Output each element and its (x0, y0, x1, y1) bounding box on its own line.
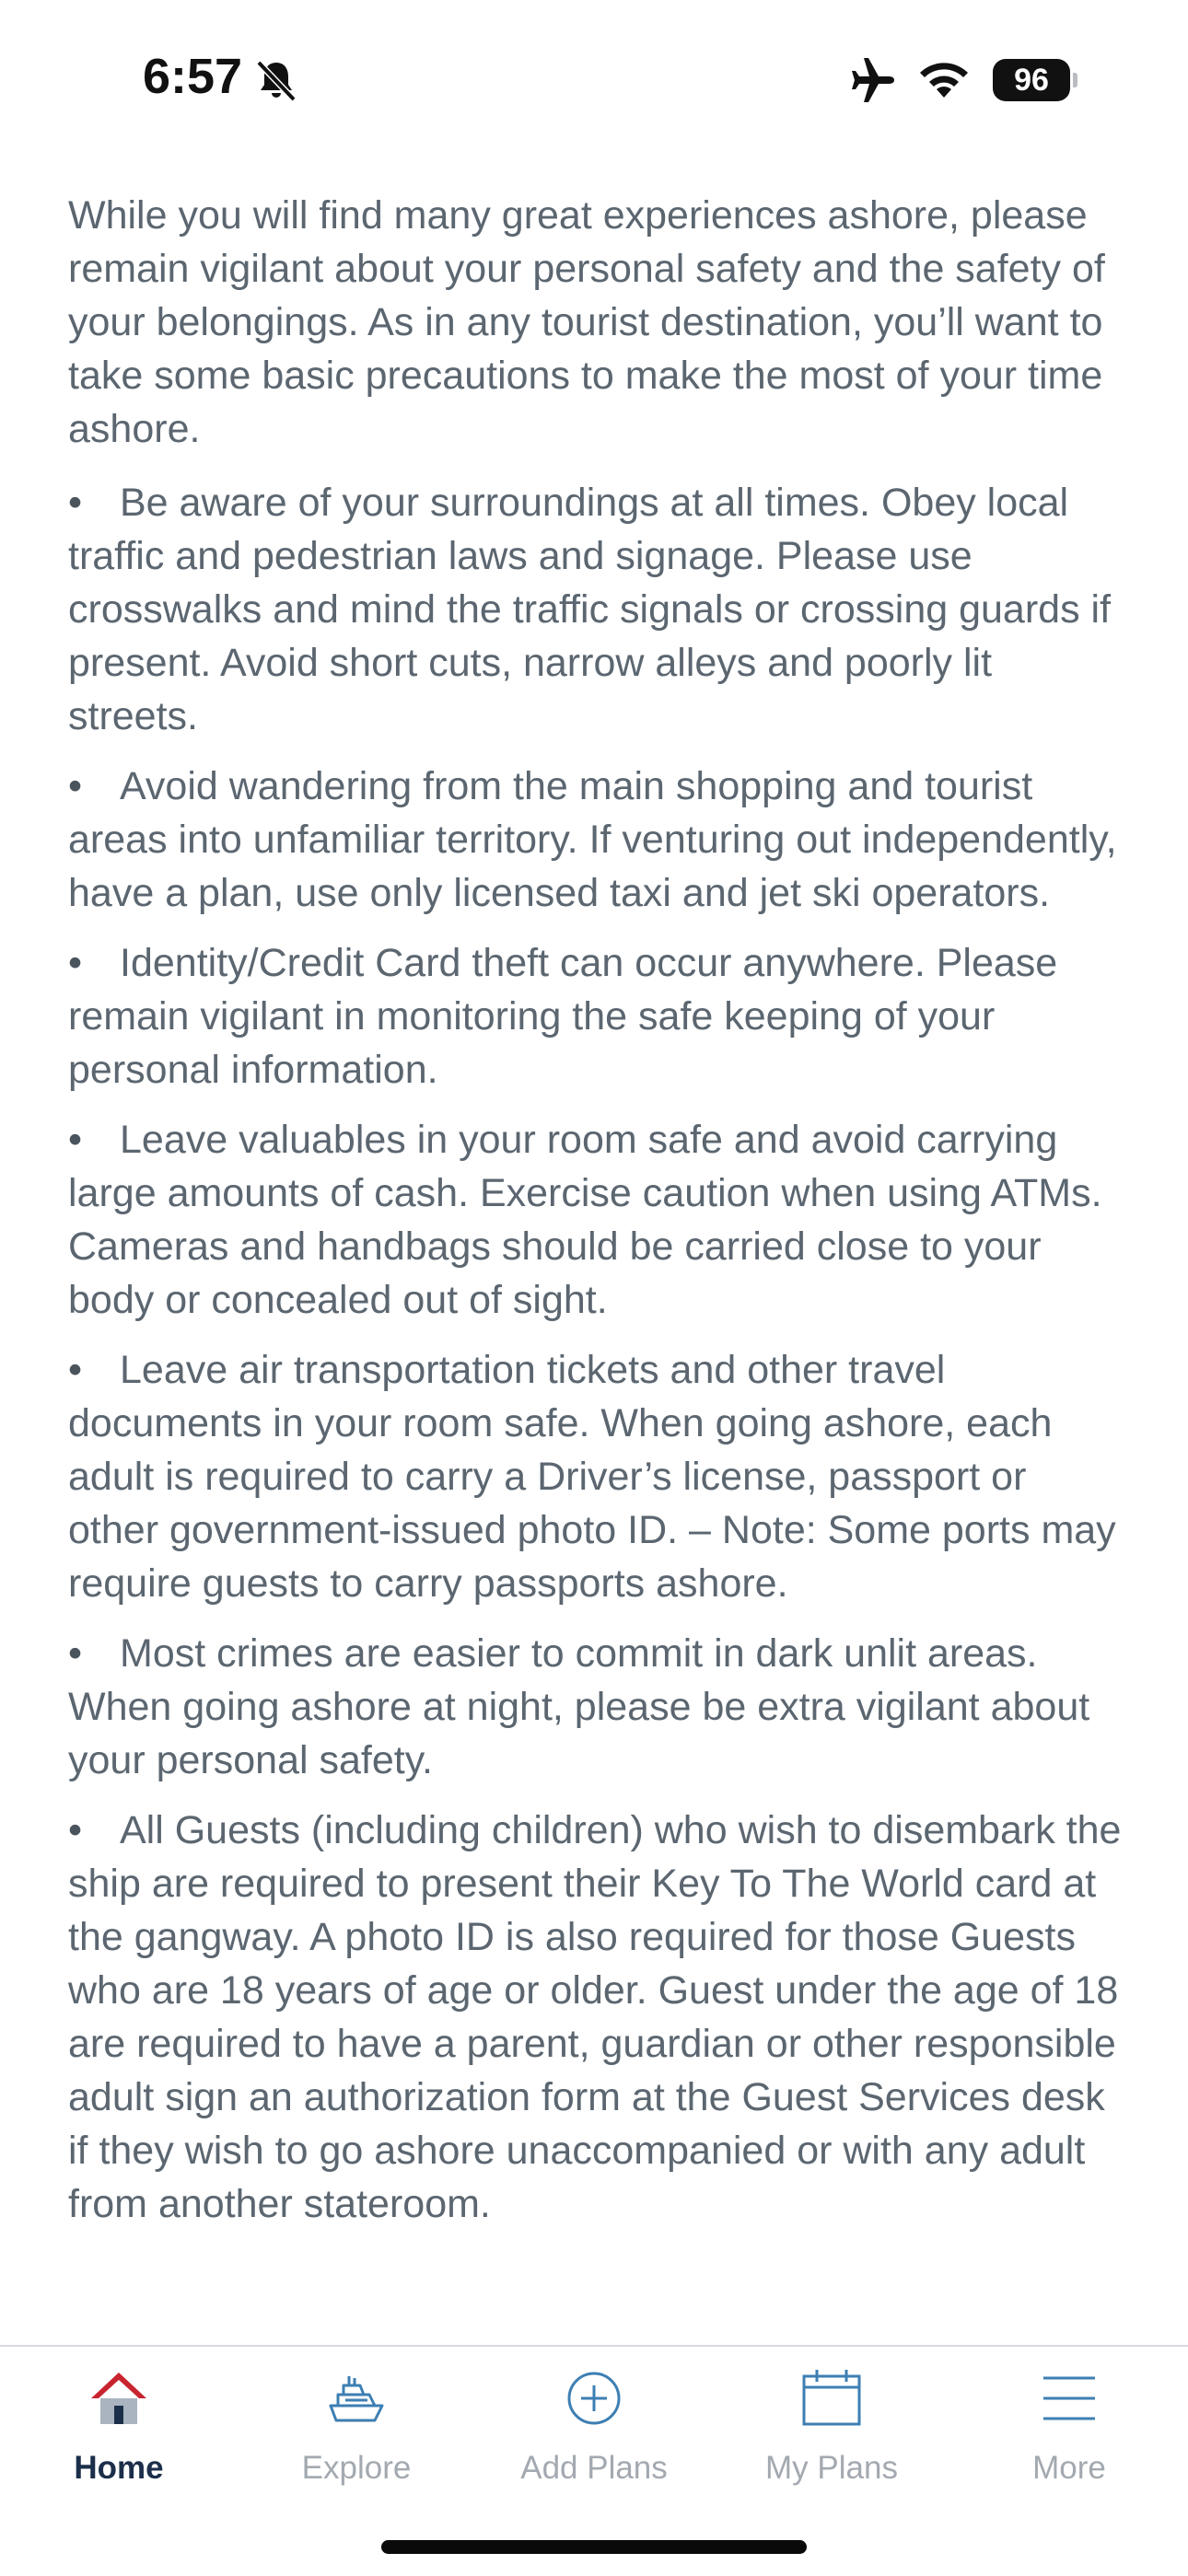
bullet-item (68, 1343, 1127, 1610)
tab-label: My Plans (765, 2450, 898, 2486)
bullet-item (68, 1627, 1127, 1787)
wifi-icon (916, 57, 972, 101)
tab-label: Add Plans (520, 2450, 668, 2486)
bullet-item (68, 760, 1127, 920)
calendar-icon (800, 2367, 863, 2430)
bullet-dot: • (68, 1118, 83, 1162)
ship-icon (325, 2367, 388, 2430)
battery-level: 96 (993, 59, 1070, 101)
bullet-text: Be aware of your surroundings at all times. Obey local traffic and pedestrian laws and signage. Please use crosswalks and mind the traffic signals or crossing guards if present. Avoid short cuts, narrow alleys and poorly lit streets. (68, 481, 1112, 738)
tab-label: More (1032, 2450, 1106, 2486)
bullet-dot: • (68, 481, 83, 525)
status-bar (0, 0, 1188, 157)
bullet-text: Most crimes are easier to commit in dark unlit areas. When going ashore at night, please be extra vigilant about your personal safety. (68, 1631, 1090, 1782)
bullet-text: Avoid wandering from the main shopping and tourist areas into unfamiliar territory. If venturing out independently, have a plan, use only licensed taxi and jet ski operators. (68, 764, 1117, 915)
bell-slash-icon (253, 57, 299, 103)
bullet-text: Leave air transportation tickets and other travel documents in your room safe. When going ashore, each adult is required to carry a Driver’s license, passport or other government-issued photo ID. – Note: Some ports may require guests to carry passports ashore. (68, 1348, 1116, 1606)
airplane-icon (847, 57, 899, 103)
status-time: 6:57 (143, 49, 243, 104)
bullet-item (68, 1113, 1127, 1327)
battery-icon (993, 59, 1077, 101)
plus-circle-icon (563, 2367, 625, 2430)
tab-label: Home (74, 2450, 164, 2486)
bullet-item (68, 476, 1127, 743)
bullet-dot: • (68, 1631, 83, 1676)
bullet-text: Identity/Credit Card theft can occur anywhere. Please remain vigilant in monitoring the safe keeping of your personal information. (68, 941, 1058, 1092)
tab-label: Explore (301, 2450, 412, 2486)
battery-tip (1073, 73, 1077, 87)
bullet-dot: • (68, 1808, 83, 1852)
house-icon (87, 2367, 150, 2430)
bullet-text: Leave valuables in your room safe and avoid carrying large amounts of cash. Exercise caution when using ATMs. Cameras and handbags should be carried close to your body or concealed out of sight. (68, 1118, 1102, 1322)
tab-my-plans[interactable] (713, 2347, 950, 2494)
bullet-item (68, 1804, 1127, 2231)
bullet-dot: • (68, 764, 83, 808)
tab-more[interactable] (950, 2347, 1188, 2494)
tab-add-plans[interactable] (475, 2347, 713, 2494)
home-indicator[interactable] (381, 2540, 807, 2554)
bullet-item (68, 936, 1127, 1097)
bullet-dot: • (68, 941, 83, 985)
tab-home[interactable] (0, 2347, 238, 2494)
bullet-dot: • (68, 1348, 83, 1392)
safety-content (68, 189, 1127, 2247)
intro-paragraph: While you will find many great experiences ashore, please remain vigilant about your personal safety and the safety of your belongings. As in any tourist destination, you’ll want to take some basic precautions to make the most of your time ashore. (68, 193, 1105, 451)
menu-icon (1038, 2367, 1101, 2430)
tab-explore[interactable] (238, 2347, 475, 2494)
bullet-text: All Guests (including children) who wish to disembark the ship are required to present their Key To The World card at the gangway. A photo ID is also required for those Guests who are 18 years of age or older. Guest under the age of 18 are required to have a parent, guardian or other responsible adult sign an authorization form at the Guest Services desk if they wish to go ashore unaccompanied or with any adult from another stateroom. (68, 1808, 1122, 2226)
